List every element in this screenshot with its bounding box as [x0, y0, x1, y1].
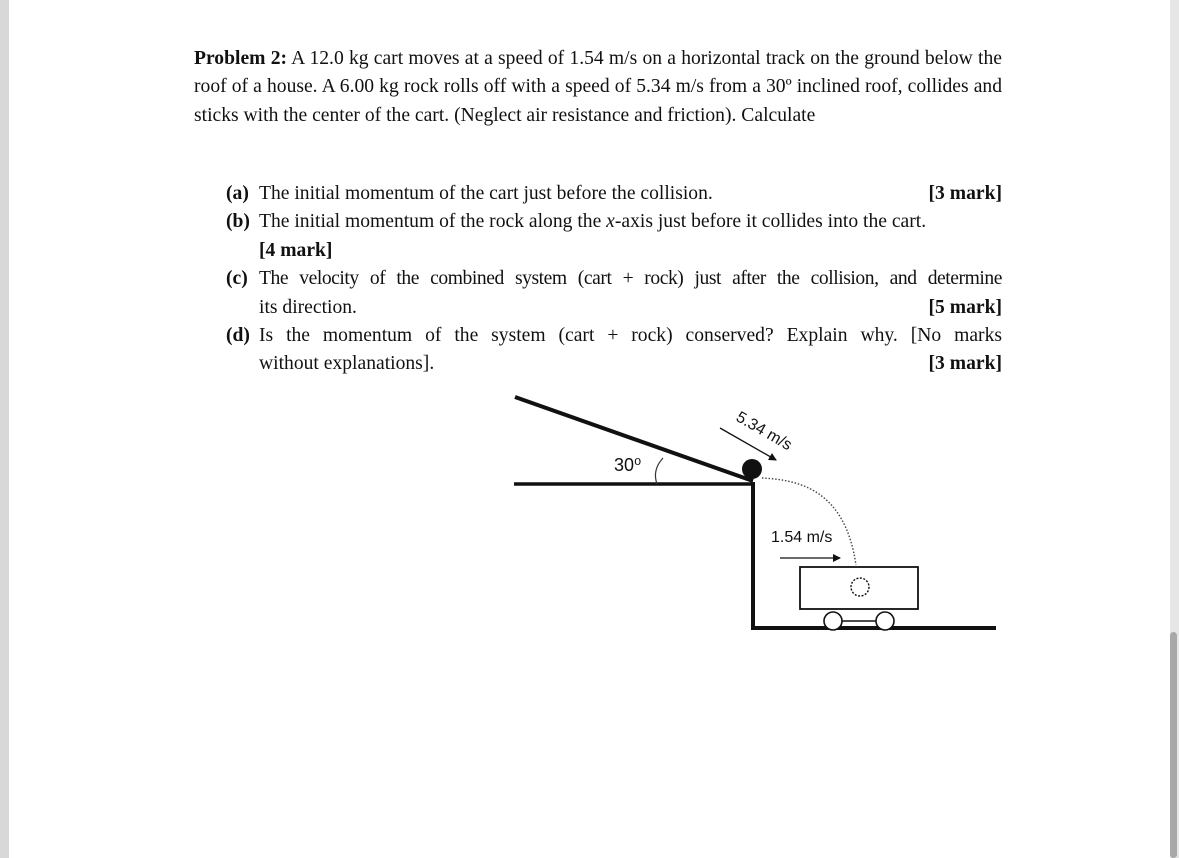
- part-a-label: (a): [226, 183, 249, 204]
- problem-body: A 12.0 kg cart moves at a speed of 1.54 m/s on a horizontal track on the ground below the roof of a house. A 6.00 kg rock rolls off with a speed of 5.34 m/s from a 30º inclined roof, collides and sticks with the center of the cart. (Neglect air resistance and friction). Calculate: [194, 48, 1002, 126]
- part-c-mark: [5 mark]: [928, 296, 1002, 318]
- cart-wheel-left: [824, 612, 842, 630]
- cart-wheel-right: [876, 612, 894, 630]
- part-c-label: (c): [226, 268, 248, 290]
- document-page: [9, 0, 1170, 858]
- rock-speed-label: 5.34 m/s: [733, 408, 795, 455]
- physics-diagram: [9, 0, 1170, 858]
- angle-label: 30⁰: [614, 455, 642, 475]
- part-d-text-line2: without explanations].: [259, 353, 435, 375]
- rock-trajectory: [762, 478, 856, 565]
- rock: [742, 459, 762, 479]
- part-b-mark: [4 mark]: [259, 239, 333, 261]
- part-d-text-line1: Is the momentum of the system (cart + rock) conserved? Explain why. [No marks: [259, 325, 1002, 347]
- part-d-mark: [3 mark]: [928, 353, 1002, 375]
- viewer-left-margin: [0, 0, 9, 858]
- part-c-text-line1: The velocity of the combined system (cart + rock) just after the collision, and determine: [259, 268, 1002, 290]
- part-b-text-after: -axis just before it collides into the cart.: [614, 211, 927, 233]
- problem-title: Problem 2:: [194, 48, 288, 69]
- part-a-text: The initial momentum of the cart just before the collision.: [259, 183, 713, 204]
- part-a-mark: [3 mark]: [928, 183, 1002, 204]
- vertical-scrollbar-track[interactable]: [1170, 0, 1179, 858]
- part-c-text-line2: its direction.: [259, 296, 357, 318]
- vertical-scrollbar-thumb[interactable]: [1170, 632, 1177, 858]
- cart-body: [800, 567, 918, 609]
- cart-speed-label: 1.54 m/s: [771, 529, 833, 546]
- part-b-text-before: The initial momentum of the rock along the: [259, 211, 607, 233]
- part-d-label: (d): [226, 325, 250, 347]
- part-b-label: (b): [226, 211, 250, 233]
- angle-arc: [655, 458, 663, 484]
- part-b-axis: x: [606, 211, 615, 233]
